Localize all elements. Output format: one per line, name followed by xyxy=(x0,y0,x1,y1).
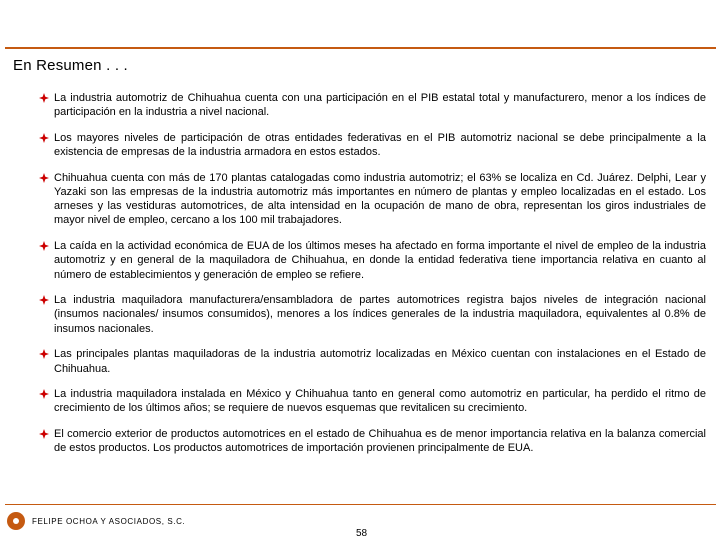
summary-bullet-text: La industria maquiladora manufacturera/ensambladora de partes automotrices registra bajos niveles de integración nacional (insumos nacionales/ insumos consumidos), menores a los índices generales de la industria maquiladora, equivalentes al 0.8% de insumos nacionales. xyxy=(54,294,706,335)
footer-company-name: FELIPE OCHOA Y ASOCIADOS, S.C. xyxy=(32,517,186,526)
diamond-bullet-icon xyxy=(38,388,50,400)
summary-bullet xyxy=(38,387,706,415)
summary-bullet xyxy=(38,171,706,228)
summary-bullet-text: La industria automotriz de Chihuahua cuenta con una participación en el PIB estatal total y manufacturero, menor a los índices de participación en la industria a nivel nacional. xyxy=(54,92,706,119)
footer-rule xyxy=(5,504,716,505)
diamond-bullet-icon xyxy=(38,92,50,104)
circle-logo-icon xyxy=(7,512,25,530)
diamond-bullet-icon xyxy=(38,132,50,144)
page-number: 58 xyxy=(356,528,368,539)
header-rule xyxy=(5,47,716,49)
summary-bullet-text: Los mayores niveles de participación de otras entidades federativas en el PIB automotriz nacional se debe principalmente a la existencia de empresas de la industria armadora en estos estados. xyxy=(54,131,706,159)
summary-bullet-text: Las principales plantas maquiladoras de la industria automotriz localizadas en México cuentan con instalaciones en el Estado de Chihuahua. xyxy=(54,348,706,375)
summary-bullet-text: La industria maquiladora instalada en México y Chihuahua tanto en general como automotriz en particular, ha perdido el ritmo de crecimiento de los últimos años; se requiere de nuevos esquemas que revitalicen su crecimiento. xyxy=(54,388,706,415)
diamond-bullet-icon xyxy=(38,172,50,184)
summary-bullet-text: La caída en la actividad económica de EUA de los últimos meses ha afectado en forma importante el nivel de empleo de la industria automotriz y en general de la maquiladora de Chihuahua, en donde la entidad federativa tiene importancia relativa en cuanto al número de establecimientos y generación de empleo se refiere. xyxy=(54,240,706,281)
summary-bullet-text: El comercio exterior de productos automotrices en el estado de Chihuahua es de menor importancia relativa en la balanza comercial de estos productos. Los productos automotrices de importación provienen principalmente de EUA. xyxy=(54,428,706,455)
summary-bullet-text: Chihuahua cuenta con más de 170 plantas catalogadas como industria automotriz; el 63% se localiza en Cd. Juárez. Delphi, Lear y Yazaki son las empresas de la industria automotriz más importantes en número de plantas y empleo localizadas en el estado. Los arneses y las vestiduras automotrices, de alta intensidad en la ocupación de mano de obra, representan los giros industriales de mayor nivel de empleo, cercano a los 100 mil trabajadores. xyxy=(54,171,706,227)
summary-list xyxy=(38,91,706,456)
diamond-bullet-icon xyxy=(38,348,50,360)
summary-bullet xyxy=(38,427,706,455)
summary-bullet xyxy=(38,91,706,119)
summary-bullet xyxy=(38,131,706,159)
diamond-bullet-icon xyxy=(38,428,50,440)
summary-bullet xyxy=(38,239,706,282)
page-title: En Resumen . . . xyxy=(13,57,128,74)
diamond-bullet-icon xyxy=(38,294,50,306)
summary-bullet xyxy=(38,347,706,375)
diamond-bullet-icon xyxy=(38,240,50,252)
summary-bullet xyxy=(38,293,706,336)
